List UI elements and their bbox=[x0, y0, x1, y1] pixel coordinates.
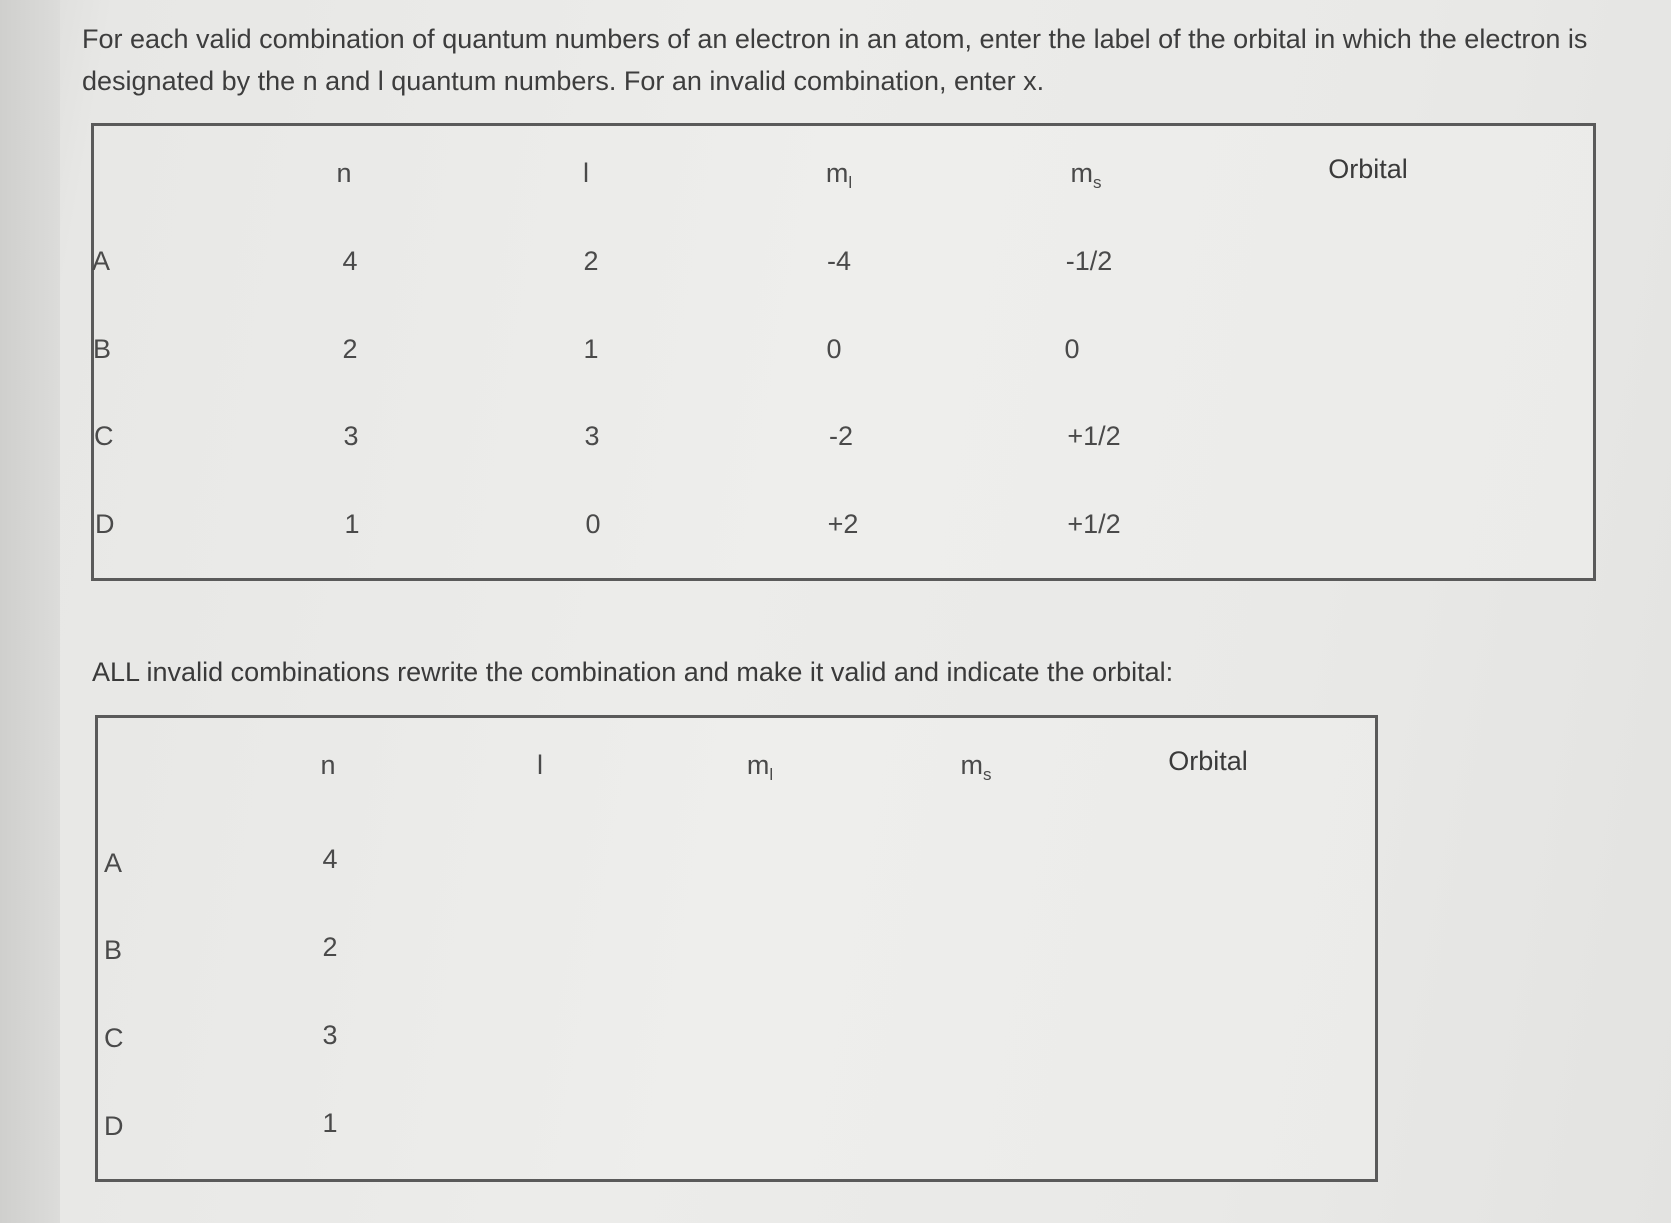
cell-d-n: 1 bbox=[322, 1108, 338, 1138]
cell-b-n: 2 bbox=[342, 334, 358, 364]
cell-b-n: 2 bbox=[322, 932, 338, 962]
row-label-b: B bbox=[93, 334, 112, 364]
cell-c-n: 3 bbox=[322, 1020, 338, 1050]
header-l: l bbox=[583, 158, 589, 188]
cell-d-l: 0 bbox=[585, 509, 601, 539]
header-l: l bbox=[537, 750, 543, 780]
cell-a-n: 4 bbox=[342, 246, 358, 276]
header-n: n bbox=[336, 158, 352, 188]
instruction-text: ALL invalid combinations rewrite the combination and make it valid and indicate the orbital: bbox=[92, 657, 1174, 687]
cell-c-n: 3 bbox=[343, 421, 359, 451]
cell-d-ms: +1/2 bbox=[1067, 509, 1121, 539]
row-label-a: A bbox=[92, 246, 111, 276]
header-ml: $m_l$ bbox=[825, 158, 853, 192]
cell-c-l: 3 bbox=[584, 421, 600, 451]
row-label-c: C bbox=[94, 421, 114, 451]
cell-b-l: 1 bbox=[583, 334, 599, 364]
cell-a-l: 2 bbox=[583, 246, 599, 276]
cell-a-n: 4 bbox=[322, 844, 338, 874]
cell-b-ml: 0 bbox=[826, 334, 842, 364]
quantum-numbers-table bbox=[91, 123, 1596, 581]
background-edge bbox=[0, 0, 60, 1223]
cell-b-ms: 0 bbox=[1064, 334, 1080, 364]
cell-a-ml: -4 bbox=[826, 246, 852, 276]
header-orbital: Orbital bbox=[1168, 746, 1248, 776]
rewrite-table bbox=[95, 715, 1378, 1182]
cell-c-ms: +1/2 bbox=[1067, 421, 1121, 451]
row-label-c: C bbox=[104, 1023, 124, 1053]
cell-d-ml: +2 bbox=[827, 509, 859, 539]
row-label-d: D bbox=[104, 1111, 124, 1141]
header-ms: $m_s$ bbox=[960, 750, 992, 784]
header-ms: $m_s$ bbox=[1070, 158, 1102, 192]
cell-c-ml: -2 bbox=[828, 421, 854, 451]
row-label-d: D bbox=[95, 509, 115, 539]
header-orbital: Orbital bbox=[1328, 154, 1408, 184]
row-label-a: A bbox=[104, 848, 123, 878]
cell-a-ms: -1/2 bbox=[1065, 246, 1113, 276]
header-n: n bbox=[320, 750, 336, 780]
header-ml: $m_l$ bbox=[746, 750, 774, 784]
question-text: For each valid combination of quantum numbers of an electron in an atom, enter the label of the orbital in which the electron is designated by the n and l quantum numbers. For an invalid combination, enter x. bbox=[82, 24, 1588, 96]
cell-d-n: 1 bbox=[344, 509, 360, 539]
row-label-b: B bbox=[104, 935, 123, 965]
